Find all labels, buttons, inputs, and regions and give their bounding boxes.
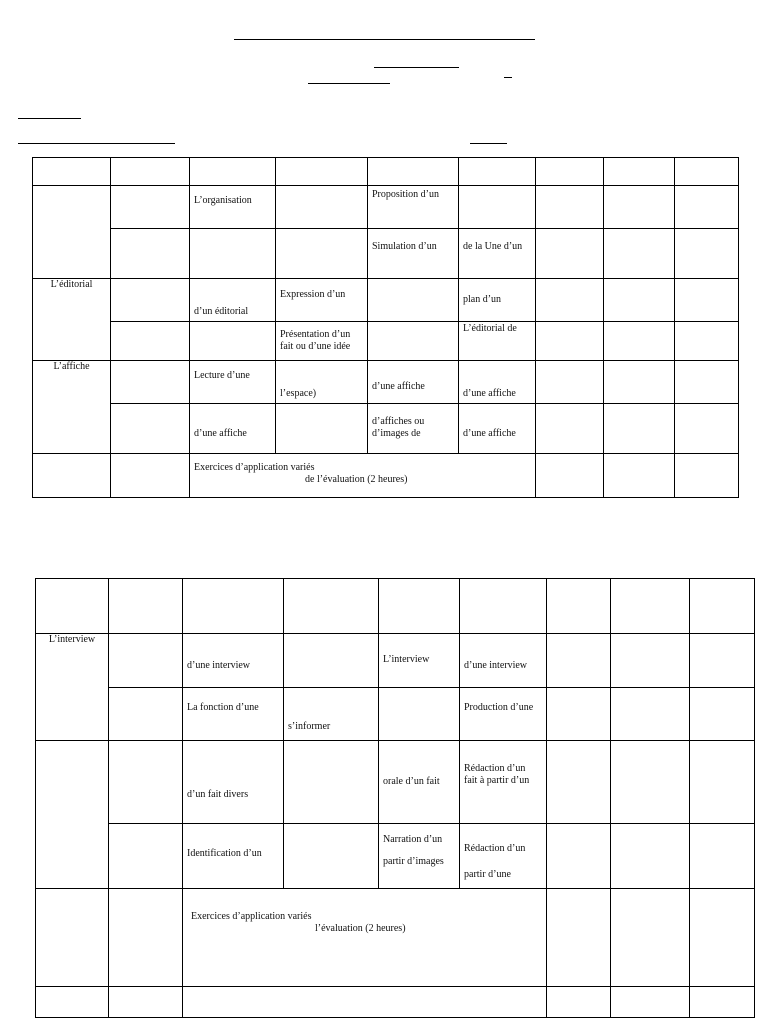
table-row — [33, 404, 739, 454]
cell — [459, 361, 536, 404]
cell — [379, 688, 460, 741]
cell — [536, 454, 604, 498]
cell-text: Expression d’un — [280, 289, 346, 300]
cell — [284, 741, 379, 824]
cell — [111, 404, 190, 454]
cell-text: Lecture d’une — [194, 370, 250, 381]
cell — [33, 454, 111, 498]
cell-text: d’images de — [372, 428, 421, 439]
cell — [611, 987, 690, 1018]
cell-text: orale d’un fait — [383, 776, 440, 787]
cell-text: partir d’une — [464, 869, 511, 880]
exercises-cell — [183, 889, 547, 987]
cell — [190, 361, 276, 404]
planning-table-1 — [32, 157, 739, 498]
cell — [459, 229, 536, 279]
cell-text: Production d’une — [464, 702, 534, 713]
cell — [276, 186, 368, 229]
cell — [368, 322, 459, 361]
cell — [36, 889, 109, 987]
cell — [368, 158, 459, 186]
row-label: L’éditorial — [50, 279, 93, 290]
subtitle-rule-1 — [374, 67, 459, 68]
cell — [368, 361, 459, 404]
header-row — [36, 579, 755, 634]
cell — [675, 404, 739, 454]
cell — [109, 634, 183, 688]
cell — [284, 634, 379, 688]
cell — [536, 322, 604, 361]
cell — [690, 634, 755, 688]
cell — [183, 741, 284, 824]
cell — [459, 158, 536, 186]
cell-text: L’organisation — [194, 195, 252, 206]
cell-text: Rédaction d’un — [464, 843, 526, 854]
cell — [111, 361, 190, 404]
cell — [379, 634, 460, 688]
cell — [547, 889, 611, 987]
cell — [536, 404, 604, 454]
cell — [183, 824, 284, 889]
cell — [604, 158, 675, 186]
cell — [690, 741, 755, 824]
cell — [611, 741, 690, 824]
cell — [368, 186, 459, 229]
cell-text: Narration d’un — [383, 834, 443, 845]
cell — [183, 688, 284, 741]
cell — [675, 158, 739, 186]
cell-text: partir d’images — [383, 856, 444, 867]
cell — [611, 889, 690, 987]
table-row — [33, 229, 739, 279]
cell — [36, 987, 109, 1018]
subtitle-rule-2 — [308, 83, 390, 84]
cell — [690, 987, 755, 1018]
exercises-cell — [190, 454, 536, 498]
cell — [547, 579, 611, 634]
table-row — [33, 279, 739, 322]
cell — [459, 322, 536, 361]
cell-text: Simulation d’un — [372, 241, 437, 252]
cell — [109, 741, 183, 824]
cell-text: s’informer — [288, 721, 331, 732]
cell-text: d’un éditorial — [194, 306, 249, 317]
cell — [690, 579, 755, 634]
cell — [611, 634, 690, 688]
cell — [690, 688, 755, 741]
cell — [190, 186, 276, 229]
cell — [190, 158, 276, 186]
cell-text: d’une interview — [187, 660, 251, 671]
row-label-cell — [33, 361, 111, 454]
cell — [536, 186, 604, 229]
cell — [611, 824, 690, 889]
cell — [459, 186, 536, 229]
cell — [604, 279, 675, 322]
cell-text: fait à partir d’un — [464, 775, 530, 786]
table-row — [36, 688, 755, 741]
cell — [379, 579, 460, 634]
cell — [547, 987, 611, 1018]
cell — [675, 361, 739, 404]
cell — [604, 229, 675, 279]
planning-table-2 — [35, 578, 755, 1018]
cell-text: Rédaction d’un — [464, 763, 526, 774]
cell — [284, 824, 379, 889]
cell — [536, 158, 604, 186]
cell — [690, 889, 755, 987]
cell — [379, 824, 460, 889]
cell — [33, 158, 111, 186]
table-row — [36, 634, 755, 688]
cell — [276, 158, 368, 186]
cell — [460, 824, 547, 889]
cell — [109, 987, 183, 1018]
cell — [675, 279, 739, 322]
cell — [190, 404, 276, 454]
row-label-cell — [36, 634, 109, 741]
cell — [33, 186, 111, 279]
cell — [111, 158, 190, 186]
table-row — [36, 987, 755, 1018]
row-label-cell — [33, 279, 111, 361]
row-label: L’affiche — [53, 361, 90, 372]
cell — [368, 279, 459, 322]
cell — [536, 279, 604, 322]
cell-text: l’espace) — [280, 388, 317, 399]
cell — [276, 229, 368, 279]
field-rule-2 — [18, 143, 175, 144]
cell — [611, 688, 690, 741]
title-rule — [234, 39, 535, 40]
cell-text: de la Une d’un — [463, 241, 523, 252]
cell — [183, 987, 547, 1018]
cell — [675, 454, 739, 498]
cell — [547, 824, 611, 889]
cell-text: Exercices d’application variés — [191, 911, 312, 922]
cell — [183, 634, 284, 688]
cell — [368, 229, 459, 279]
cell — [604, 186, 675, 229]
cell-text: d’affiches ou — [372, 416, 425, 427]
cell — [690, 824, 755, 889]
cell — [276, 279, 368, 322]
header-row — [33, 158, 739, 186]
row-label: L’interview — [48, 634, 96, 645]
cell — [276, 322, 368, 361]
cell-text: d’une interview — [464, 660, 528, 671]
cell — [109, 824, 183, 889]
cell — [111, 186, 190, 229]
cell — [604, 404, 675, 454]
cell — [675, 229, 739, 279]
table-row — [36, 824, 755, 889]
cell-text: L’interview — [383, 654, 430, 665]
table-row — [33, 322, 739, 361]
cell-text: d’une affiche — [194, 428, 247, 439]
cell-text: d’un fait divers — [187, 789, 249, 800]
cell-text: plan d’un — [463, 294, 502, 305]
cell-text: Proposition d’un — [372, 189, 439, 200]
cell — [276, 361, 368, 404]
cell — [284, 688, 379, 741]
cell-text: l’évaluation (2 heures) — [315, 923, 406, 934]
field-rule-1 — [18, 118, 81, 119]
field-rule-3 — [470, 143, 507, 144]
cell — [675, 186, 739, 229]
cell — [536, 361, 604, 404]
cell-text: La fonction d’une — [187, 702, 259, 713]
cell — [111, 454, 190, 498]
cell — [109, 688, 183, 741]
cell — [190, 322, 276, 361]
cell — [460, 688, 547, 741]
cell — [284, 579, 379, 634]
cell-text: d’une affiche — [372, 381, 425, 392]
cell-text: de l’évaluation (2 heures) — [305, 474, 408, 485]
cell — [111, 322, 190, 361]
cell-text: fait ou d’une idée — [280, 341, 351, 352]
cell — [379, 741, 460, 824]
cell — [459, 404, 536, 454]
table-row — [36, 741, 755, 824]
cell — [36, 579, 109, 634]
cell — [675, 322, 739, 361]
cell — [459, 279, 536, 322]
cell — [368, 404, 459, 454]
cell — [109, 579, 183, 634]
cell — [460, 741, 547, 824]
cell — [183, 579, 284, 634]
table-row — [33, 186, 739, 229]
cell-text: d’une affiche — [463, 388, 516, 399]
cell — [111, 279, 190, 322]
cell — [604, 361, 675, 404]
cell — [111, 229, 190, 279]
subtitle-dash — [504, 77, 512, 78]
cell — [190, 229, 276, 279]
table-row — [33, 454, 739, 498]
cell — [460, 579, 547, 634]
cell-text: L’éditorial de — [463, 323, 517, 334]
cell — [547, 634, 611, 688]
cell — [460, 634, 547, 688]
cell — [190, 279, 276, 322]
cell — [604, 454, 675, 498]
cell-text: d’une affiche — [463, 428, 516, 439]
cell — [611, 579, 690, 634]
cell — [109, 889, 183, 987]
cell-text: Exercices d’application variés — [194, 462, 315, 473]
cell — [36, 741, 109, 889]
cell-text: Identification d’un — [187, 848, 262, 859]
cell — [547, 741, 611, 824]
cell — [276, 404, 368, 454]
cell-text: Présentation d’un — [280, 329, 351, 340]
table-row — [33, 361, 739, 404]
cell — [547, 688, 611, 741]
cell — [604, 322, 675, 361]
table-row — [36, 889, 755, 987]
cell — [536, 229, 604, 279]
